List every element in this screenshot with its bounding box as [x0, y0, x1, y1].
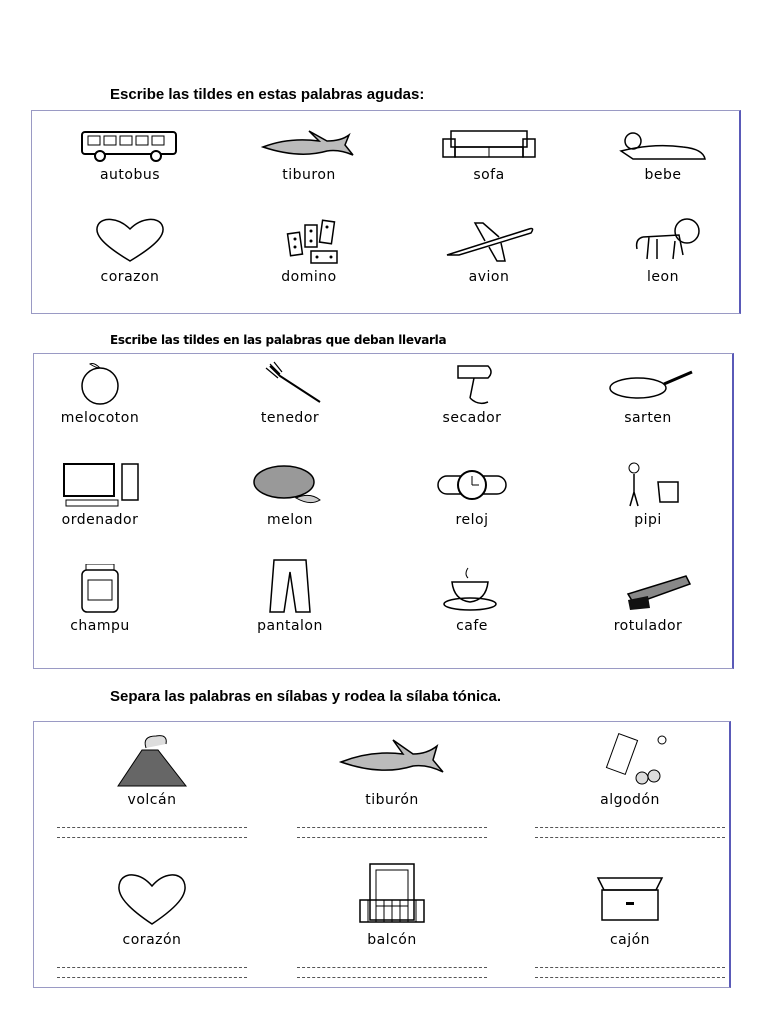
volcano-icon [102, 732, 202, 788]
answer-lines[interactable] [297, 818, 487, 838]
heart-icon [80, 215, 180, 265]
hair-dryer-icon [422, 360, 522, 406]
heart-icon [102, 870, 202, 928]
item-bebe [593, 129, 733, 183]
item-volcan [52, 732, 252, 838]
section2-box [33, 353, 734, 669]
word-label: champu [70, 618, 130, 634]
fork-icon [240, 360, 340, 406]
sofa-icon [439, 129, 539, 163]
bus-icon [80, 129, 180, 163]
lion-icon [613, 215, 713, 265]
word-label: autobus [99, 167, 161, 183]
word-label: pantalon [257, 618, 323, 634]
word-label: corazon [100, 269, 160, 285]
balcony-icon [342, 860, 442, 928]
word-label: melon [266, 512, 314, 528]
item-corazon-2 [52, 870, 252, 978]
peach-icon [50, 360, 150, 406]
shampoo-bottle-icon [50, 564, 150, 614]
word-label: sarten [624, 410, 672, 426]
answer-lines[interactable] [535, 958, 725, 978]
item-reloj [402, 462, 542, 528]
word-label: pipi [634, 512, 662, 528]
watch-icon [422, 462, 522, 508]
item-avion [419, 215, 559, 285]
item-pipi [578, 462, 718, 528]
marker-pen-icon [598, 564, 698, 614]
shark-icon [259, 129, 359, 163]
word-label: reloj [455, 512, 489, 528]
item-ordenador [30, 462, 170, 528]
word-label: tenedor [260, 410, 320, 426]
item-cajon [530, 870, 730, 978]
computer-icon [50, 462, 150, 508]
word-label: algodón [600, 792, 660, 808]
section3-box [33, 721, 731, 988]
answer-lines[interactable] [57, 958, 247, 978]
word-label: ordenador [61, 512, 139, 528]
item-sofa [419, 129, 559, 183]
item-champu [30, 564, 170, 634]
answer-lines[interactable] [57, 818, 247, 838]
word-label: cajón [609, 932, 651, 948]
airplane-icon [439, 215, 539, 265]
cotton-icon [580, 732, 680, 788]
word-label: rotulador [613, 618, 683, 634]
word-label: avion [468, 269, 510, 285]
item-melocoton [30, 360, 170, 426]
word-label: cafe [456, 618, 488, 634]
section1-title: Escribe las tildes en estas palabras agudas: [110, 86, 425, 103]
word-label: melocoton [60, 410, 140, 426]
melon-icon [240, 462, 340, 508]
coffee-cup-icon [422, 564, 522, 614]
item-leon [593, 215, 733, 285]
word-label: balcón [367, 932, 417, 948]
shark-icon [337, 732, 447, 788]
domino-icon [259, 215, 359, 265]
item-balcon [292, 860, 492, 978]
toilet-icon [598, 462, 698, 508]
answer-lines[interactable] [297, 958, 487, 978]
item-tenedor [220, 360, 360, 426]
item-melon [220, 462, 360, 528]
word-label: leon [647, 269, 679, 285]
item-secador [402, 360, 542, 426]
word-label: volcán [127, 792, 177, 808]
item-sarten [578, 360, 718, 426]
word-label: tiburon [282, 167, 336, 183]
trousers-icon [240, 558, 340, 614]
item-tiburon [239, 129, 379, 183]
word-label: bebe [644, 167, 682, 183]
answer-lines[interactable] [535, 818, 725, 838]
section2-title: Escribe las tildes en las palabras que deban llevarla [110, 333, 447, 347]
item-pantalon [220, 558, 360, 634]
section3-title: Separa las palabras en sílabas y rodea la sílaba tónica. [110, 688, 502, 705]
drawer-icon [580, 870, 680, 928]
item-algodon [530, 732, 730, 838]
word-label: corazón [122, 932, 182, 948]
item-domino [239, 215, 379, 285]
word-label: secador [442, 410, 502, 426]
item-tiburon-2 [292, 732, 492, 838]
section1-box [31, 110, 741, 314]
word-label: domino [281, 269, 337, 285]
word-label: tiburón [365, 792, 419, 808]
baby-icon [613, 129, 713, 163]
item-cafe [402, 564, 542, 634]
item-corazon [60, 215, 200, 285]
item-autobus [60, 129, 200, 183]
word-label: sofa [473, 167, 505, 183]
item-rotulador [578, 564, 718, 634]
frying-pan-icon [598, 360, 698, 406]
